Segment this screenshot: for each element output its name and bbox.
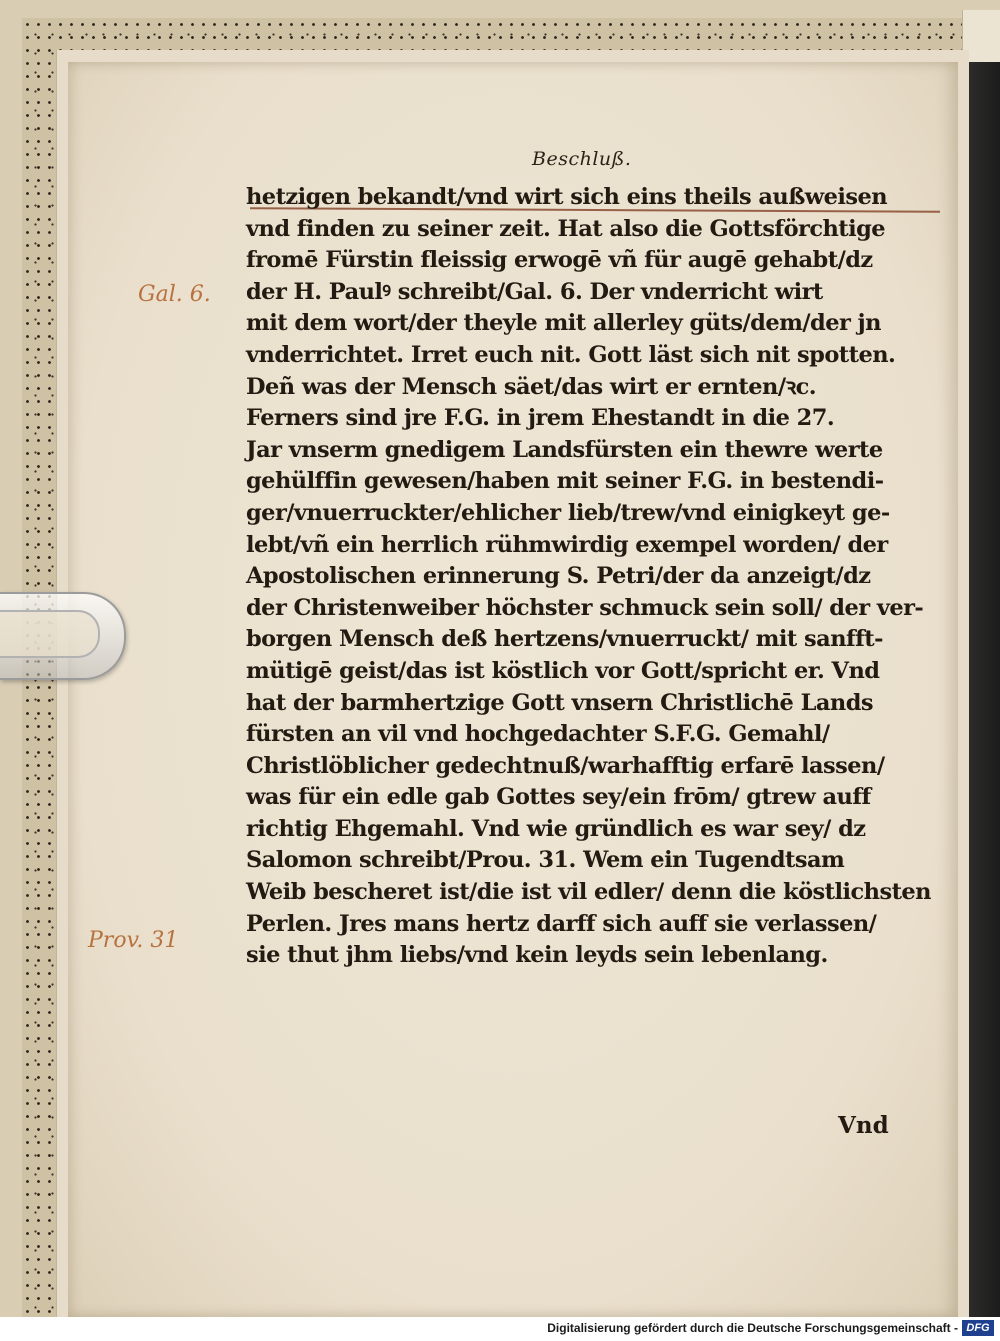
running-head: Beschluß. <box>532 148 632 170</box>
text-line: fürsten an vil vnd hochgedachter S.F.G. Gemahl/ <box>246 721 830 748</box>
text-line: Salomon schreibt/Prou. 31. Wem ein Tugendtsam <box>246 847 845 874</box>
text-line: richtig Ehgemahl. Vnd wie gründlich es war sey/ dz <box>246 815 866 842</box>
text-line: Weib bescheret ist/die ist vil edler/ denn die köstlichsten <box>246 879 931 906</box>
text-line: gehülffin gewesen/haben mit seiner F.G. in bestendi- <box>246 468 884 495</box>
text-line: der Christenweiber höchster schmuck sein soll/ der ver- <box>246 594 924 621</box>
text-line: Christlöblicher gedechtnuß/warhafftig erfarē lassen/ <box>246 752 885 779</box>
paper-clip-inner <box>0 610 100 658</box>
text-line: der H. Paulꝰ schreibt/Gal. 6. Der vnderricht wirt <box>246 278 823 305</box>
body-text <box>246 182 936 972</box>
text-line: vnd finden zu seiner zeit. Hat also die Gottsförchtige <box>246 215 886 242</box>
footer-bar <box>0 1317 1000 1341</box>
text-line: ger/vnuerruckter/ehlicher lieb/trew/vnd einigkeyt ge- <box>246 499 890 526</box>
text-line: mütigē geist/das ist köstlich vor Gott/spricht er. Vnd <box>246 657 880 684</box>
text-line: Perlen. Jres mans hertz darff sich auff sie verlassen/ <box>246 910 877 937</box>
dfg-logo: DFG <box>962 1320 994 1336</box>
text-line: vnderrichtet. Irret euch nit. Gott läst sich nit spotten. <box>246 341 896 368</box>
text-line: Deñ was der Mensch säet/das wirt er ernten/ꝛc. <box>246 373 817 400</box>
text-line: hat der barmhertzige Gott vnsern Christlichē Lands <box>246 689 873 716</box>
text-line: lebt/vñ ein herrlich rühmwirdig exempel worden/ der <box>246 531 888 558</box>
text-line: Ferners sind jre F.G. in jrem Ehestandt in die 27. <box>246 405 835 432</box>
text-line: fromē Fürstin fleissig erwogē vñ für augē gehabt/dz <box>246 247 873 274</box>
text-line: hetzigen bekandt/vnd wirt sich eins theils außweisen <box>246 184 888 210</box>
funding-notice: Digitalisierung gefördert durch die Deutsche Forschungsgemeinschaft - <box>547 1321 958 1335</box>
text-line: was für ein edle gab Gottes sey/ein frōm/ gtrew auff <box>246 784 871 811</box>
catchword: Vnd <box>838 1112 889 1139</box>
text-line: mit dem wort/der theyle mit allerley güts/dem/der jn <box>246 310 881 337</box>
text-line: borgen Mensch deß hertzens/vnuerruckt/ mit sanfft- <box>246 626 883 653</box>
margin-note-prov: Prov. 31 <box>88 928 179 953</box>
margin-note-gal: Gal. 6. <box>138 282 211 307</box>
text-line: sie thut jhm liebs/vnd kein leyds sein lebenlang. <box>246 942 828 969</box>
text-line: Jar vnserm gnedigem Landsfürsten ein thewre werte <box>246 436 883 463</box>
text-line: Apostolischen erinnerung S. Petri/der da anzeigt/dz <box>246 563 871 590</box>
